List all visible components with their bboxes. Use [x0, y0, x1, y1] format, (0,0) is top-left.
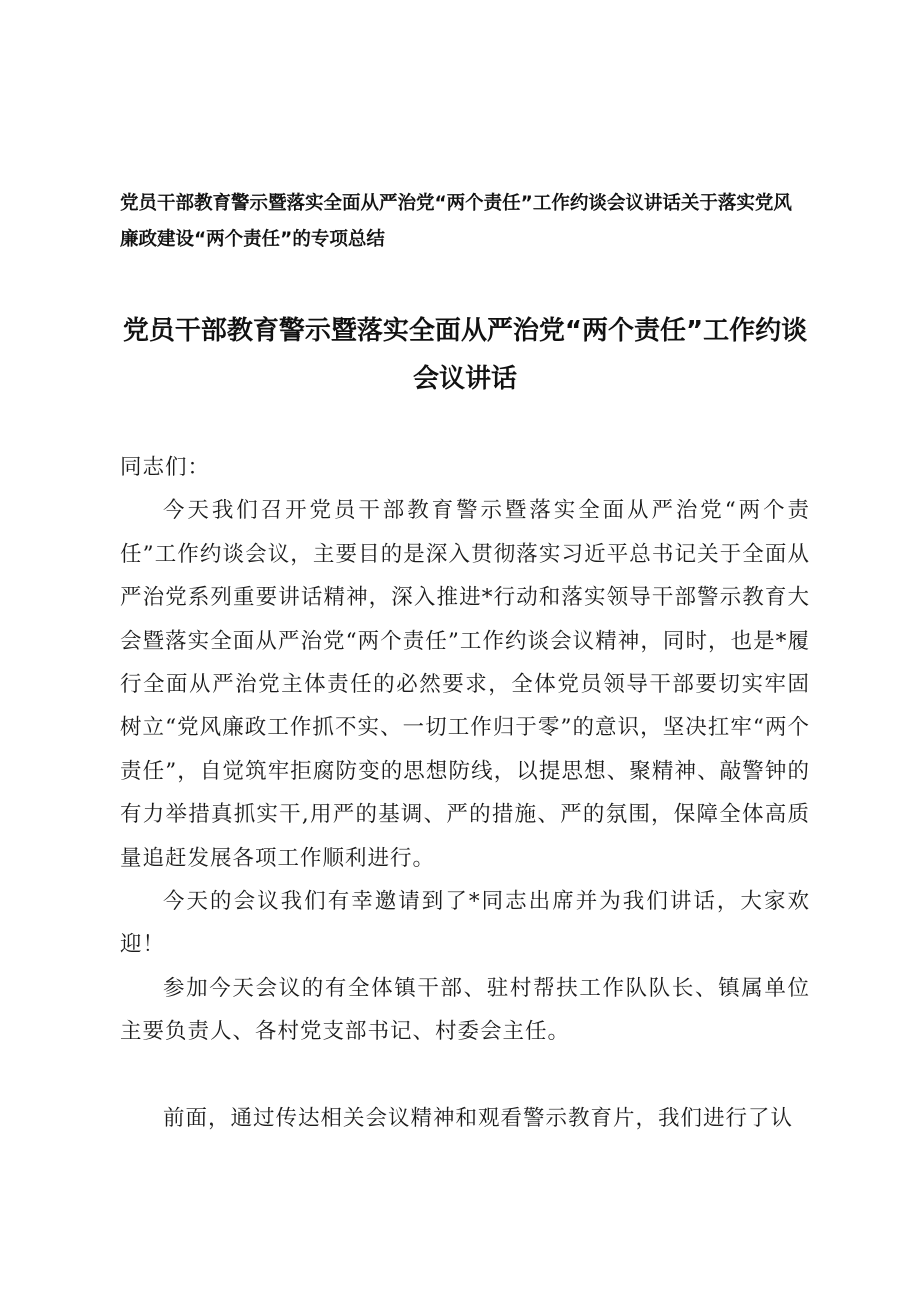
document-header-title: 党员干部教育警示暨落实全面从严治党“两个责任”工作约谈会议讲话关于落实党风廉政建设“两个责任”的专项总结 [120, 193, 792, 250]
paragraph-attendees: 参加今天会议的有全体镇干部、驻村帮扶工作队队长、镇属单位主要负责人、各村党支部书记、村委会主任。 [120, 975, 810, 1045]
paragraph-review: 前面，通过传达相关会议精神和观看警示教育片，我们进行了认 [163, 1105, 794, 1131]
speech-body [120, 446, 810, 1140]
salutation: 同志们： [120, 455, 211, 480]
paragraph-opening: 今天我们召开党员干部教育警示暨落实全面从严治党“两个责任”工作约谈会议，主要目的是深入贯彻落实习近平总书记关于全面从严治党系列重要讲话精神，深入推进*行动和落实领导干部警示教育大会暨落实全面从严治党“两个责任”工作约谈会议精神，同时，也是*履行全面从严治党主体责任的必然要求，全体党员领导干部要切实牢固树立“党风廉政工作抓不实、一切工作归于零”的意识，坚决扛牢“两个责任”，自觉筑牢拒腐防变的思想防线，以提思想、聚精神、敲警钟的有力举措真抓实干,用严的基调、严的措施、严的氛围，保障全体高质量追赶发展各项工作顺利进行。 [120, 498, 810, 871]
speech-title: 党员干部教育警示暨落实全面从严治党“两个责任”工作约谈会议讲话 [122, 316, 808, 394]
paragraph-welcome: 今天的会议我们有幸邀请到了*同志出席并为我们讲话，大家欢迎！ [120, 889, 810, 958]
